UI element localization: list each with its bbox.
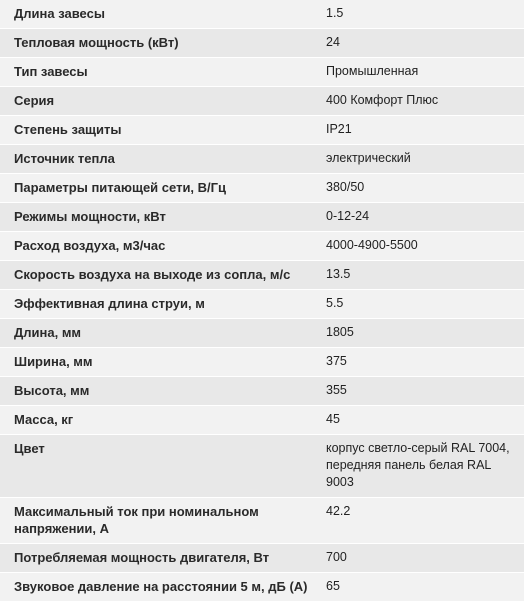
spec-value: электрический [320, 145, 524, 174]
spec-name: Звуковое давление на расстоянии 5 м, дБ (А) [0, 573, 320, 602]
spec-name: Степень защиты [0, 116, 320, 145]
spec-row-motor-power [0, 544, 524, 573]
spec-value: 24 [320, 29, 524, 58]
spec-name: Длина завесы [0, 0, 320, 29]
spec-value: 45 [320, 406, 524, 435]
spec-name: Скорость воздуха на выходе из сопла, м/с [0, 261, 320, 290]
spec-row-air-flow [0, 232, 524, 261]
spec-row-jet-length [0, 290, 524, 319]
spec-name: Тепловая мощность (кВт) [0, 29, 320, 58]
spec-row-protection-rating [0, 116, 524, 145]
spec-row-series [0, 87, 524, 116]
spec-value: 65 [320, 573, 524, 602]
spec-name: Максимальный ток при номинальном напряжении, А [0, 498, 320, 544]
spec-value: 355 [320, 377, 524, 406]
spec-value: корпус светло-серый RAL 7004, передняя панель белая RAL 9003 [320, 435, 524, 498]
spec-row-height [0, 377, 524, 406]
spec-name: Высота, мм [0, 377, 320, 406]
spec-name: Длина, мм [0, 319, 320, 348]
spec-row-power-supply [0, 174, 524, 203]
spec-name: Ширина, мм [0, 348, 320, 377]
spec-row-weight [0, 406, 524, 435]
spec-value: 400 Комфорт Плюс [320, 87, 524, 116]
spec-row-sound-pressure [0, 573, 524, 602]
spec-name: Режимы мощности, кВт [0, 203, 320, 232]
spec-value: IP21 [320, 116, 524, 145]
spec-value: 700 [320, 544, 524, 573]
spec-value: 380/50 [320, 174, 524, 203]
spec-row-curtain-length [0, 0, 524, 29]
spec-row-width [0, 348, 524, 377]
spec-row-curtain-type [0, 58, 524, 87]
spec-value: Промышленная [320, 58, 524, 87]
spec-name: Масса, кг [0, 406, 320, 435]
spec-value: 375 [320, 348, 524, 377]
spec-value: 13.5 [320, 261, 524, 290]
spec-value: 42.2 [320, 498, 524, 544]
spec-name: Тип завесы [0, 58, 320, 87]
spec-name: Потребляемая мощность двигателя, Вт [0, 544, 320, 573]
spec-row-air-speed [0, 261, 524, 290]
spec-value: 1.5 [320, 0, 524, 29]
spec-value: 0-12-24 [320, 203, 524, 232]
spec-name: Эффективная длина струи, м [0, 290, 320, 319]
spec-name: Источник тепла [0, 145, 320, 174]
spec-name: Цвет [0, 435, 320, 498]
spec-row-max-current [0, 498, 524, 544]
spec-value: 1805 [320, 319, 524, 348]
spec-row-heat-output [0, 29, 524, 58]
spec-row-heat-source [0, 145, 524, 174]
spec-row-power-modes [0, 203, 524, 232]
spec-value: 4000-4900-5500 [320, 232, 524, 261]
spec-name: Параметры питающей сети, В/Гц [0, 174, 320, 203]
spec-row-length [0, 319, 524, 348]
spec-name: Расход воздуха, м3/час [0, 232, 320, 261]
spec-value: 5.5 [320, 290, 524, 319]
spec-row-color [0, 435, 524, 498]
spec-name: Серия [0, 87, 320, 116]
